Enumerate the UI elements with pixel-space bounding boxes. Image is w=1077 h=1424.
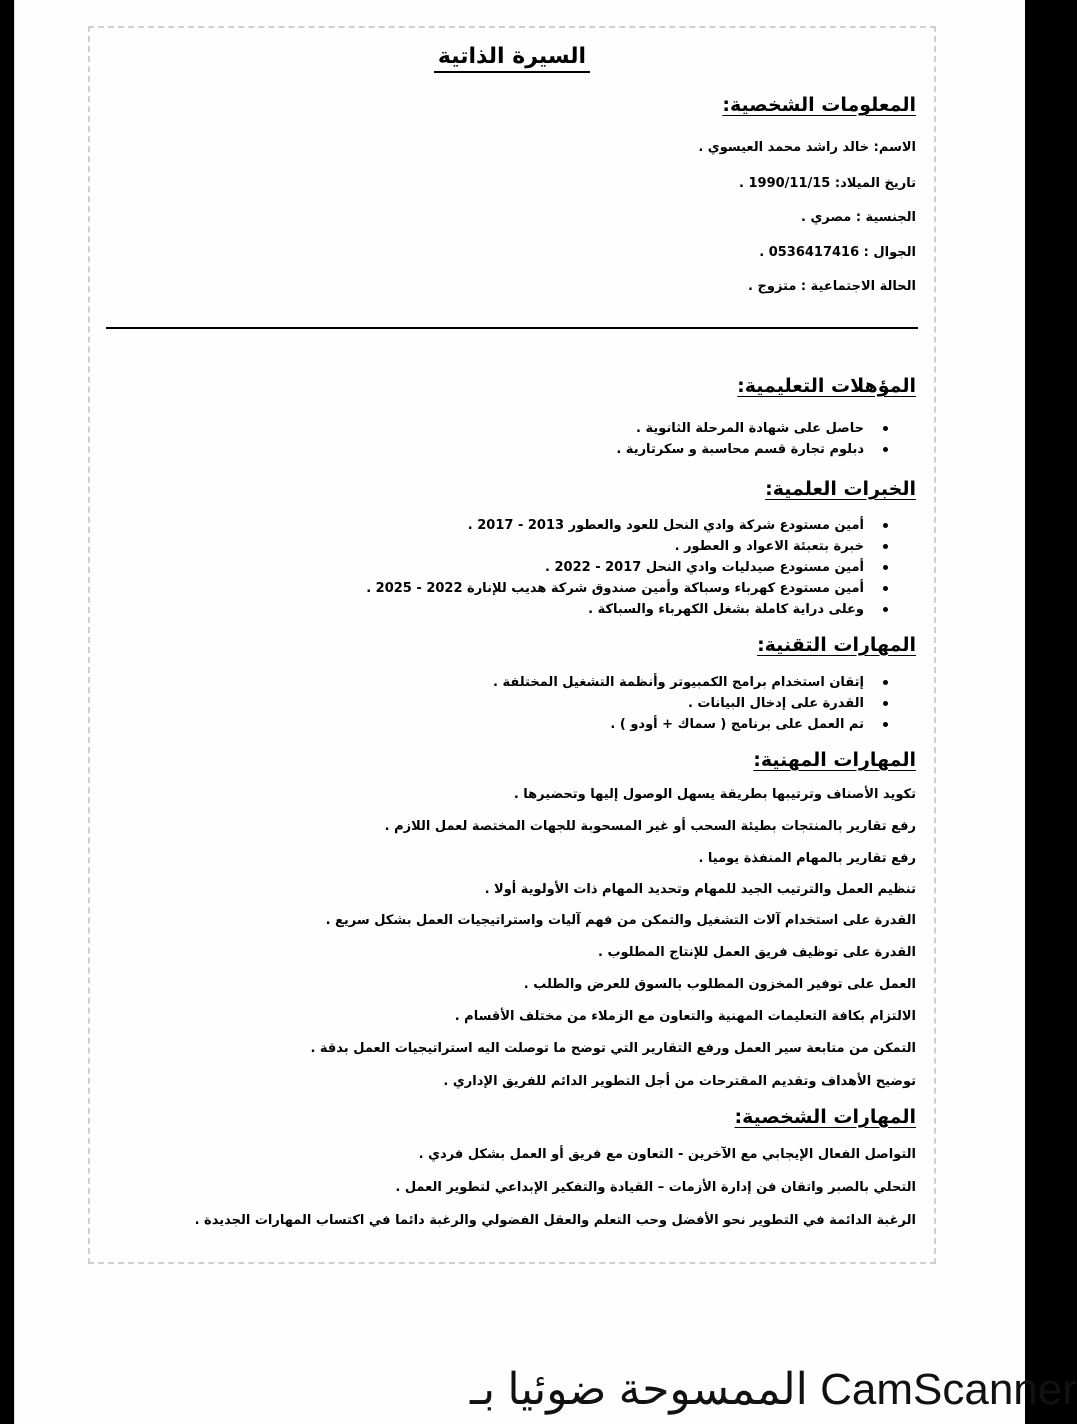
personal-marital-status-line: الحالة الاجتماعية : متزوج . [748,279,916,294]
section-divider [106,327,918,329]
professional-skill-line: الالتزام بكافة التعليمات المهنية والتعاون مع الزملاء من مختلف الأقسام . [454,1009,916,1024]
list-item: القدرة على إدخال البيانات . [493,693,894,714]
professional-skill-line: القدرة على استخدام آلات التشغيل والتمكن من فهم آليات واستراتيجيات العمل بشكل سريع . [325,913,916,928]
list-item: حاصل على شهادة المرحلة الثانوية . [616,418,894,439]
personal-skill-line: التحلي بالصبر واتقان فن إدارة الأزمات – القيادة والتفكير الإبداعي لتطوير العمل . [395,1180,916,1195]
personal-skills-heading: المهارات الشخصية: [734,1106,916,1128]
list-item: تم العمل على برنامج ( سماك + أودو ) . [493,714,894,735]
personal-phone-line: الجوال : 0536417416 . [759,245,916,260]
cv-title: السيرة الذاتية [88,44,936,69]
list-item: خبرة بتعبئة الاعواد و العطور . [366,536,894,557]
professional-skill-line: تكويد الأصناف وترتيبها بطريقة يسهل الوصول إليها وتحضيرها . [513,787,916,802]
experience-heading: الخبرات العلمية: [765,478,916,500]
technical-skills-heading: المهارات التقنية: [757,634,916,656]
personal-skill-line: التواصل الفعال الإيجابي مع الآخرين - التعاون مع فريق أو العمل بشكل فردي . [418,1147,916,1162]
professional-skill-line: رفع تقارير بالمنتجات بطيئة السحب أو غير المسحوبة للجهات المختصة لعمل اللازم . [384,819,916,834]
personal-skill-line: الرغبة الدائمة في التطوير نحو الأفضل وحب التعلم والعقل الفضولي والرغبة دائما في اكتساب المهارات الجديدة . [194,1213,916,1228]
personal-nationality-line: الجنسية : مصري . [800,210,916,225]
professional-skill-line: القدرة على توظيف فريق العمل للإنتاج المطلوب . [597,945,916,960]
professional-skill-line: التمكن من متابعة سير العمل ورفع التقارير التي توضح ما توصلت اليه استراتيجيات العمل بدقة . [310,1041,916,1056]
professional-skill-line: رفع تقارير بالمهام المنفذة يوميا . [698,851,916,866]
watermark-text: الممسوحة ضوئيا بـ CamScanner [470,1365,1077,1414]
personal-birthdate-line: تاريخ الميلاد: 1990/11/15 . [739,176,916,191]
list-item: إتقان استخدام برامج الكمبيوتر وأنظمة التشغيل المختلفة . [493,672,894,693]
list-item: دبلوم تجارة قسم محاسبة و سكرتارية . [616,439,894,460]
education-list [616,418,894,460]
professional-skill-line: تنظيم العمل والترتيب الجيد للمهام وتحديد المهام ذات الأولوية أولا . [484,882,916,897]
personal-info-heading: المعلومات الشخصية: [722,94,916,116]
list-item: أمين مستودع كهرباء وسباكة وأمين صندوق شركة هديب للإنارة 2022 - 2025 . [366,578,894,599]
personal-name-line: الاسم: خالد راشد محمد العيسوي . [698,140,916,155]
camscanner-watermark [470,1360,1077,1414]
technical-skills-list [493,672,894,735]
experience-list [366,515,894,620]
education-heading: المؤهلات التعليمية: [737,375,916,397]
professional-skills-heading: المهارات المهنية: [753,749,916,771]
list-item: أمين مستودع صيدليات وادي النحل 2017 - 2022 . [366,557,894,578]
professional-skill-line: العمل على توفير المخزون المطلوب بالسوق للعرض والطلب . [523,977,916,992]
list-item: وعلى دراية كاملة بشغل الكهرباء والسباكة . [366,599,894,620]
professional-skill-line: توضيح الأهداف وتقديم المقترحات من أجل التطوير الدائم للفريق الإداري . [443,1074,916,1089]
list-item: أمين مستودع شركة وادي النحل للعود والعطور 2013 - 2017 . [366,515,894,536]
